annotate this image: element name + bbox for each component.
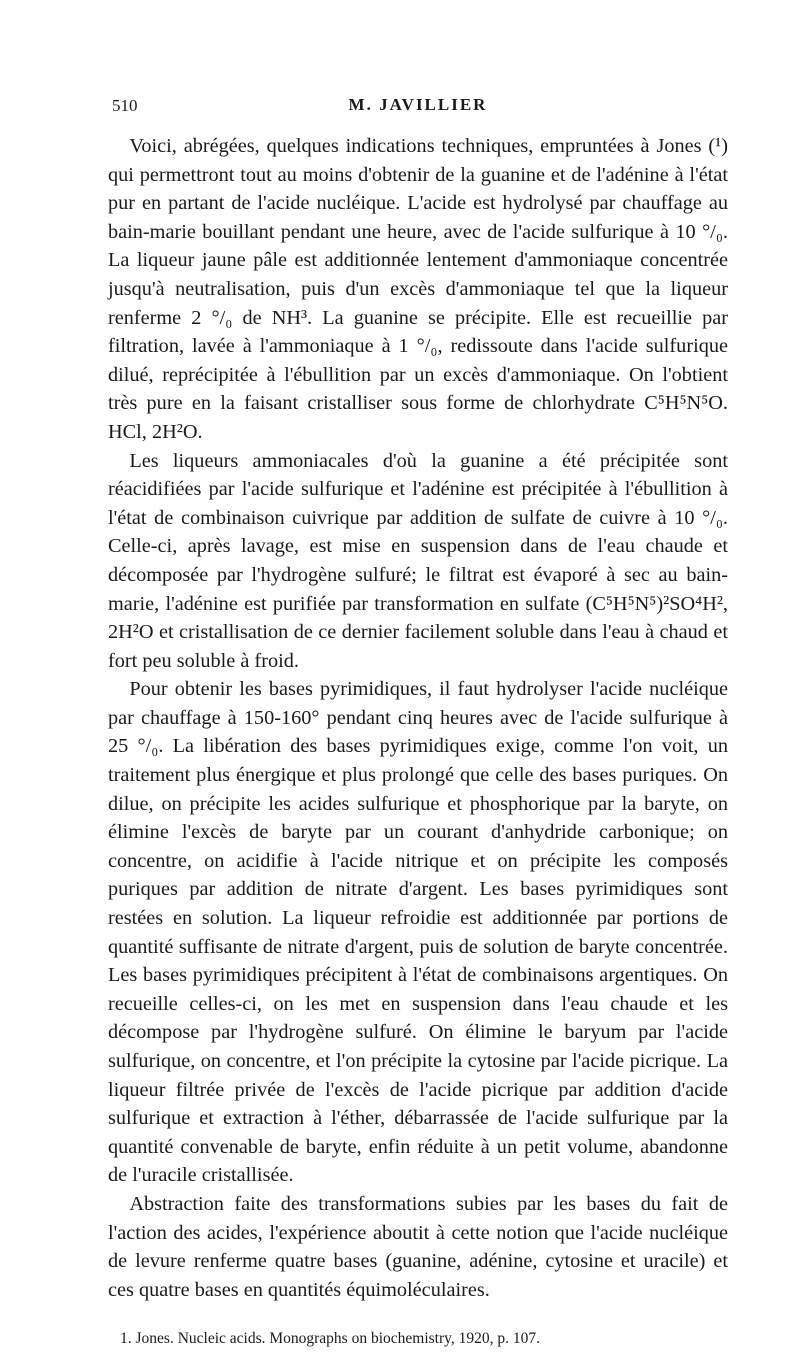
document-page bbox=[108, 92, 728, 1350]
running-title: M. JAVILLIER bbox=[348, 95, 488, 114]
paragraph-adenine-precipitation: Les liqueurs ammoniacales d'où la guanine a été précipitée sont réacidifiées par l'acide sulfurique et l'adénine est précipitée à l'ébullition à l'état de combinaison cuivrique par addition de sulfate de cuivre à 10 °/₀. Celle-ci, après lavage, est mise en suspension dans de l'eau chaude et décomposée par l'hydrogène sulfuré; le filtrat est évaporé à sec au bain-marie, l'adénine est purifiée par transformation en sulfate (C⁵H⁵N⁵)²SO⁴H², 2H²O et cristallisation de ce dernier facilement soluble dans l'eau à chaud et fort peu soluble à froid. bbox=[108, 449, 728, 672]
body-text bbox=[108, 132, 728, 1304]
paragraph-guanine-adenine-extraction: Voici, abrégées, quelques indications techniques, empruntées à Jones (¹) qui permettront tout au moins d'obtenir de la guanine et de l'adénine à l'état pur en partant de l'acide nucléique. L'acide est hydrolysé par chauffage au bain-marie bouillant pendant une heure, avec de l'acide sulfurique à 10 °/₀. La liqueur jaune pâle est additionnée lentement d'ammoniaque concentrée jusqu'à neutralisation, puis d'un excès d'ammoniaque tel que la liqueur renferme 2 °/₀ de NH³. La guanine se précipite. Elle est recueillie par filtration, lavée à l'ammoniaque à 1 °/₀, redissoute dans l'acide sulfurique dilué, reprécipitée à l'ébullition par un excès d'ammoniaque. On l'obtient très pure en la faisant cristalliser sous forme de chlorhydrate C⁵H⁵N⁵O. HCl, 2H²O. bbox=[108, 135, 728, 443]
footnote-separator bbox=[108, 1304, 728, 1328]
page-number: 510 bbox=[112, 96, 138, 115]
footnote: 1. Jones. Nucleic acids. Monographs on biochemistry, 1920, p. 107. bbox=[120, 1330, 541, 1348]
running-head bbox=[108, 92, 728, 120]
paragraph-pyrimidine-bases: Pour obtenir les bases pyrimidiques, il faut hydrolyser l'acide nucléique par chauffage à 150-160° pendant cinq heures avec de l'acide sulfurique à 25 °/₀. La libération des bases pyrimidiques exige, comme l'on voit, un traitement plus énergique et plus prolongé que celle des bases puriques. On dilue, on précipite les acides sulfurique et phosphorique par la baryte, on élimine l'excès de baryte par un courant d'anhydride carbonique; on concentre, on acidifie à l'acide nitrique et on précipite les composés puriques par addition de nitrate d'argent. Les bases pyrimidiques sont restées en solution. La liqueur refroidie est additionnée par portions de quantité suffisante de nitrate d'argent, puis de solution de baryte concentrée. Les bases pyrimidiques précipitent à l'état de combinaisons argentiques. On recueille celles-ci, on les met en suspension dans l'eau chaude et les décompose par l'hydrogène sulfuré. On élimine le baryum par l'acide sulfurique, on concentre, et l'on précipite la cytosine par l'acide picrique. La liqueur filtrée privée de l'excès de l'acide picrique par addition d'acide sulfurique et extraction à l'éther, débarrassée de l'acide sulfurique par la quantité convenable de baryte, enfin réduite à un petit volume, abandonne de l'uracile cristallisée. bbox=[108, 678, 728, 1187]
paragraph-conclusion: Abstraction faite des transformations subies par les bases du fait de l'action des acides, l'expérience aboutit à cette notion que l'acide nucléique de levure renferme quatre bases (guanine, adénine, cytosine et uracile) et ces quatre bases en quantités équimoléculaires. bbox=[108, 1192, 728, 1301]
